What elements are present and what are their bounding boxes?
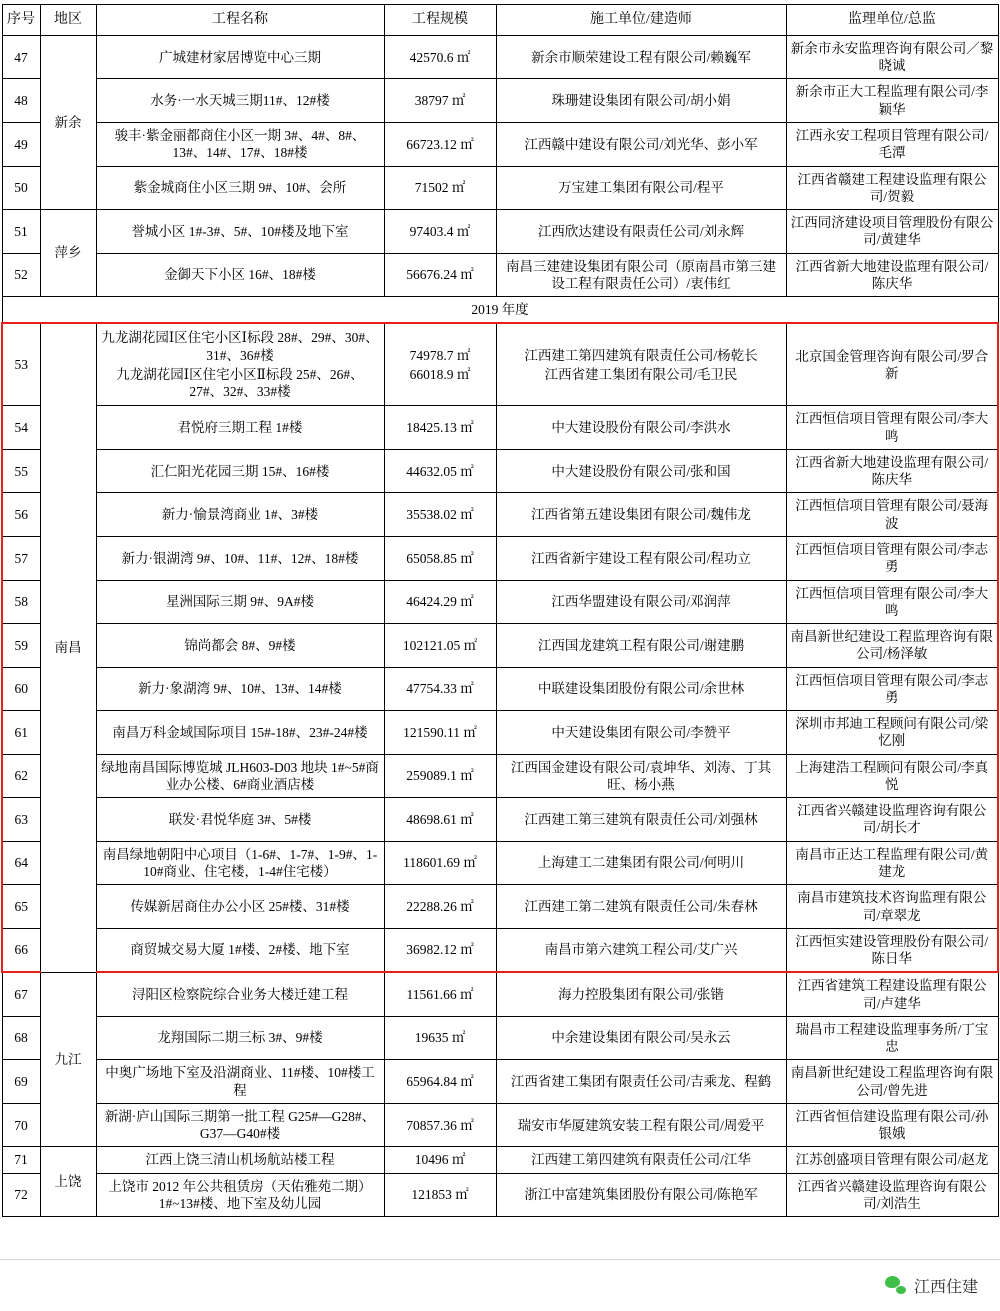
cell-seq: 68: [2, 1016, 40, 1060]
cell-name: 紫金城商住小区三期 9#、10#、会所: [96, 166, 384, 210]
cell-name: [96, 323, 384, 406]
cell-scale: 44632.05 ㎡: [384, 449, 496, 493]
cell-seq: 63: [2, 798, 40, 842]
cell-seq: 47: [2, 35, 40, 79]
cell-supervisor: 瑞昌市工程建设监理事务所/丁宝忠: [786, 1016, 998, 1060]
table-row: [2, 1173, 998, 1217]
cell-supervisor: 上海建浩工程顾问有限公司/李真悦: [786, 754, 998, 798]
cell-supervisor: 江西恒信项目管理有限公司/李大鸣: [786, 580, 998, 624]
cell-seq: 55: [2, 449, 40, 493]
table-row: [2, 1147, 998, 1173]
cell-seq: 66: [2, 928, 40, 972]
cell-seq: 71: [2, 1147, 40, 1173]
cell-name: 上饶市 2012 年公共租赁房（天佑雅苑二期）1#~13#楼、地下室及幼儿园: [96, 1173, 384, 1217]
cell-builder: 中大建设股份有限公司/张和国: [496, 449, 786, 493]
table-row: [2, 928, 998, 972]
cell-scale: 121590.11 ㎡: [384, 711, 496, 755]
cell-name: 汇仁阳光花园三期 15#、16#楼: [96, 449, 384, 493]
cell-supervisor: 江西省建筑工程建设监理有限公司/卢建华: [786, 972, 998, 1016]
cell-name: 广城建材家居博览中心三期: [96, 35, 384, 79]
document-page: [0, 4, 1000, 1311]
wechat-account-badge[interactable]: [885, 1274, 978, 1297]
cell-scale: 66723.12 ㎡: [384, 122, 496, 166]
table-row: [2, 667, 998, 711]
cell-supervisor: 江西省恒信建设监理有限公司/孙银娥: [786, 1103, 998, 1147]
cell-supervisor: 江西省新大地建设监理有限公司/陈庆华: [786, 253, 998, 297]
cell-builder: [496, 323, 786, 406]
footer-bar: [0, 1259, 1000, 1311]
column-header-region: 地区: [40, 5, 96, 36]
cell-supervisor: 南昌新世纪建设工程监理咨询有限公司/曾先进: [786, 1060, 998, 1104]
cell-builder: 江西国金建设有限公司/袁坤华、刘涛、丁其旺、杨小燕: [496, 754, 786, 798]
cell-supervisor: 江西省赣建工程建设监理有限公司/贺毅: [786, 166, 998, 210]
cell-name-line1: 九龙湖花园Ⅰ区住宅小区Ⅰ标段 28#、29#、30#、31#、36#楼: [101, 330, 379, 363]
cell-builder: 海力控股集团有限公司/张锴: [496, 972, 786, 1016]
cell-seq: 72: [2, 1173, 40, 1217]
cell-supervisor: 江西恒信项目管理有限公司/李志勇: [786, 537, 998, 581]
table-row: [2, 449, 998, 493]
cell-supervisor: 深圳市邦迪工程顾问有限公司/梁忆刚: [786, 711, 998, 755]
cell-builder: 上海建工二建集团有限公司/何明川: [496, 841, 786, 885]
cell-supervisor: 南昌新世纪建设工程监理咨询有限公司/杨泽敏: [786, 624, 998, 668]
cell-scale: [384, 323, 496, 406]
cell-scale: 48698.61 ㎡: [384, 798, 496, 842]
cell-builder: 南昌三建建设集团有限公司（原南昌市第三建设工程有限责任公司）/衷伟红: [496, 253, 786, 297]
cell-scale: 38797 ㎡: [384, 79, 496, 123]
cell-builder-line2: 江西省建工集团有限公司/毛卫民: [544, 366, 738, 382]
year-band-label: 2019 年度: [2, 297, 998, 324]
cell-supervisor: 江西永安工程项目管理有限公司/毛潭: [786, 122, 998, 166]
cell-scale: 35538.02 ㎡: [384, 493, 496, 537]
table-row: [2, 406, 998, 450]
cell-supervisor: 江西省新大地建设监理有限公司/陈庆华: [786, 449, 998, 493]
cell-supervisor: 江西恒信项目管理有限公司/聂海波: [786, 493, 998, 537]
cell-scale: 97403.4 ㎡: [384, 210, 496, 254]
cell-builder: 中天建设集团有限公司/李赞平: [496, 711, 786, 755]
cell-builder: 江西省建工集团有限责任公司/吉乘龙、程鹤: [496, 1060, 786, 1104]
cell-builder: 中联建设集团股份有限公司/余世林: [496, 667, 786, 711]
cell-name: 南昌绿地朝阳中心项目（1-6#、1-7#、1-9#、1-10#商业、住宅楼，1-4#住宅楼）: [96, 841, 384, 885]
cell-scale: 71502 ㎡: [384, 166, 496, 210]
table-row: [2, 323, 998, 406]
cell-seq: 65: [2, 885, 40, 929]
cell-scale: 42570.6 ㎡: [384, 35, 496, 79]
cell-name: 联发·君悦华庭 3#、5#楼: [96, 798, 384, 842]
cell-name: 水务·一水天城三期11#、12#楼: [96, 79, 384, 123]
table-row: [2, 493, 998, 537]
cell-scale: 36982.12 ㎡: [384, 928, 496, 972]
cell-scale: 22288.26 ㎡: [384, 885, 496, 929]
cell-seq: 50: [2, 166, 40, 210]
cell-supervisor: 江西恒实建设管理股份有限公司/陈日华: [786, 928, 998, 972]
cell-supervisor: 南昌市正达工程监理有限公司/黄建龙: [786, 841, 998, 885]
table-row: [2, 537, 998, 581]
cell-seq: 64: [2, 841, 40, 885]
year-band-row: [2, 297, 998, 324]
table-row: [2, 166, 998, 210]
cell-supervisor: 北京国金管理咨询有限公司/罗合新: [786, 323, 998, 406]
cell-seq: 60: [2, 667, 40, 711]
table-row: [2, 1103, 998, 1147]
wechat-icon: [885, 1276, 907, 1295]
cell-scale: 10496 ㎡: [384, 1147, 496, 1173]
table-row: [2, 885, 998, 929]
cell-builder: 万宝建工集团有限公司/程平: [496, 166, 786, 210]
table-row: [2, 122, 998, 166]
cell-region: 九江: [40, 972, 96, 1147]
cell-region: 南昌: [40, 323, 96, 972]
cell-scale: 47754.33 ㎡: [384, 667, 496, 711]
cell-name: 锦尚都会 8#、9#楼: [96, 624, 384, 668]
cell-region: 上饶: [40, 1147, 96, 1217]
cell-builder: 江西省新宇建设工程有限公司/程功立: [496, 537, 786, 581]
cell-name: 金御天下小区 16#、18#楼: [96, 253, 384, 297]
cell-name: 绿地南昌国际博览城 JLH603-D03 地块 1#~5#商业办公楼、6#商业酒店楼: [96, 754, 384, 798]
cell-seq: 70: [2, 1103, 40, 1147]
table-row: [2, 711, 998, 755]
cell-scale: 11561.66 ㎡: [384, 972, 496, 1016]
column-header-name: 工程名称: [96, 5, 384, 36]
cell-name: 骏丰·紫金丽都商住小区一期 3#、4#、8#、13#、14#、17#、18#楼: [96, 122, 384, 166]
table-row: [2, 624, 998, 668]
cell-supervisor: 新余市正大工程监理有限公司/李颖华: [786, 79, 998, 123]
cell-scale: 118601.69 ㎡: [384, 841, 496, 885]
cell-builder: 江西建工第四建筑有限责任公司/江华: [496, 1147, 786, 1173]
cell-scale: 56676.24 ㎡: [384, 253, 496, 297]
cell-scale-line1: 74978.7 ㎡: [409, 347, 471, 363]
cell-name: 浔阳区检察院综合业务大楼迁建工程: [96, 972, 384, 1016]
table-row: [2, 210, 998, 254]
cell-scale-line2: 66018.9 ㎡: [409, 366, 471, 382]
cell-name-line2: 九龙湖花园Ⅰ区住宅小区Ⅱ标段 25#、26#、27#、32#、33#楼: [116, 366, 364, 400]
cell-seq: 56: [2, 493, 40, 537]
table-row: [2, 253, 998, 297]
table-row: [2, 798, 998, 842]
cell-seq: 67: [2, 972, 40, 1016]
cell-supervisor: 江西省兴赣建设监理咨询有限公司/胡长才: [786, 798, 998, 842]
cell-seq: 62: [2, 754, 40, 798]
cell-name: 新力·象湖湾 9#、10#、13#、14#楼: [96, 667, 384, 711]
table-row: [2, 1060, 998, 1104]
cell-supervisor: 新余市永安监理咨询有限公司／黎晓诚: [786, 35, 998, 79]
cell-name: 中奥广场地下室及沿湖商业、11#楼、10#楼工程: [96, 1060, 384, 1104]
cell-builder: 江西赣中建设有限公司/刘光华、彭小军: [496, 122, 786, 166]
cell-name: 传媒新居商住办公小区 25#楼、31#楼: [96, 885, 384, 929]
cell-seq: 57: [2, 537, 40, 581]
cell-builder: 江西建工第三建筑有限责任公司/刘强林: [496, 798, 786, 842]
cell-builder: 新余市顺荣建设工程有限公司/赖巍军: [496, 35, 786, 79]
cell-builder: 江西省第五建设集团有限公司/魏伟龙: [496, 493, 786, 537]
cell-seq: 49: [2, 122, 40, 166]
table-row: [2, 1016, 998, 1060]
cell-builder: 珠珊建设集团有限公司/胡小娟: [496, 79, 786, 123]
cell-name: 新力·银湖湾 9#、10#、11#、12#、18#楼: [96, 537, 384, 581]
cell-builder: 中大建设股份有限公司/李洪水: [496, 406, 786, 450]
cell-seq: 53: [2, 323, 40, 406]
cell-name: 龙翔国际二期三标 3#、9#楼: [96, 1016, 384, 1060]
projects-table: [1, 4, 999, 1217]
table-row: [2, 972, 998, 1016]
cell-builder: 南昌市第六建筑工程公司/艾广兴: [496, 928, 786, 972]
cell-supervisor: 南昌市建筑技术咨询监理有限公司/章翠龙: [786, 885, 998, 929]
table-header-row: [2, 5, 998, 36]
cell-scale: 18425.13 ㎡: [384, 406, 496, 450]
cell-scale: 259089.1 ㎡: [384, 754, 496, 798]
cell-region: 萍乡: [40, 210, 96, 297]
cell-name: 新湖·庐山国际三期第一批工程 G25#—G28#、G37—G40#楼: [96, 1103, 384, 1147]
cell-scale: 121853 ㎡: [384, 1173, 496, 1217]
cell-builder-line1: 江西建工第四建筑有限责任公司/杨乾长: [524, 347, 758, 363]
cell-supervisor: 江西省兴赣建设监理咨询有限公司/刘浩生: [786, 1173, 998, 1217]
cell-name: 星洲国际三期 9#、9A#楼: [96, 580, 384, 624]
column-header-builder: 施工单位/建造师: [496, 5, 786, 36]
cell-name: 南昌万科金域国际项目 15#-18#、23#-24#楼: [96, 711, 384, 755]
cell-scale: 65964.84 ㎡: [384, 1060, 496, 1104]
cell-builder: 江西国龙建筑工程有限公司/谢建鹏: [496, 624, 786, 668]
cell-name: 君悦府三期工程 1#楼: [96, 406, 384, 450]
cell-supervisor: 江西恒信项目管理有限公司/李大鸣: [786, 406, 998, 450]
column-header-supervisor: 监理单位/总监: [786, 5, 998, 36]
cell-name: 誉城小区 1#-3#、5#、10#楼及地下室: [96, 210, 384, 254]
table-row: [2, 841, 998, 885]
cell-seq: 69: [2, 1060, 40, 1104]
cell-builder: 江西华盟建设有限公司/邓润萍: [496, 580, 786, 624]
table-row: [2, 580, 998, 624]
cell-scale: 70857.36 ㎡: [384, 1103, 496, 1147]
cell-seq: 51: [2, 210, 40, 254]
cell-seq: 52: [2, 253, 40, 297]
cell-builder: 瑞安市华厦建筑安装工程有限公司/周爱平: [496, 1103, 786, 1147]
cell-region: 新余: [40, 35, 96, 209]
table-row: [2, 35, 998, 79]
cell-builder: 中余建设集团有限公司/吴永云: [496, 1016, 786, 1060]
cell-builder: 江西欣达建设有限责任公司/刘永辉: [496, 210, 786, 254]
table-row: [2, 754, 998, 798]
cell-name: 新力·愉景湾商业 1#、3#楼: [96, 493, 384, 537]
wechat-account-name: 江西住建: [913, 1279, 978, 1296]
cell-seq: 59: [2, 624, 40, 668]
cell-supervisor: 江西恒信项目管理有限公司/李志勇: [786, 667, 998, 711]
cell-scale: 19635 ㎡: [384, 1016, 496, 1060]
cell-name: 江西上饶三清山机场航站楼工程: [96, 1147, 384, 1173]
column-header-seq: 序号: [2, 5, 40, 36]
cell-builder: 浙江中富建筑集团股份有限公司/陈艳军: [496, 1173, 786, 1217]
cell-seq: 61: [2, 711, 40, 755]
cell-seq: 54: [2, 406, 40, 450]
cell-scale: 102121.05 ㎡: [384, 624, 496, 668]
cell-scale: 46424.29 ㎡: [384, 580, 496, 624]
column-header-scale: 工程规模: [384, 5, 496, 36]
cell-supervisor: 江西同济建设项目管理股份有限公司/黄建华: [786, 210, 998, 254]
cell-supervisor: 江苏创盛项目管理有限公司/赵龙: [786, 1147, 998, 1173]
cell-seq: 48: [2, 79, 40, 123]
cell-name: 商贸城交易大厦 1#楼、2#楼、地下室: [96, 928, 384, 972]
cell-scale: 65058.85 ㎡: [384, 537, 496, 581]
table-row: [2, 79, 998, 123]
cell-builder: 江西建工第二建筑有限责任公司/朱春林: [496, 885, 786, 929]
cell-seq: 58: [2, 580, 40, 624]
